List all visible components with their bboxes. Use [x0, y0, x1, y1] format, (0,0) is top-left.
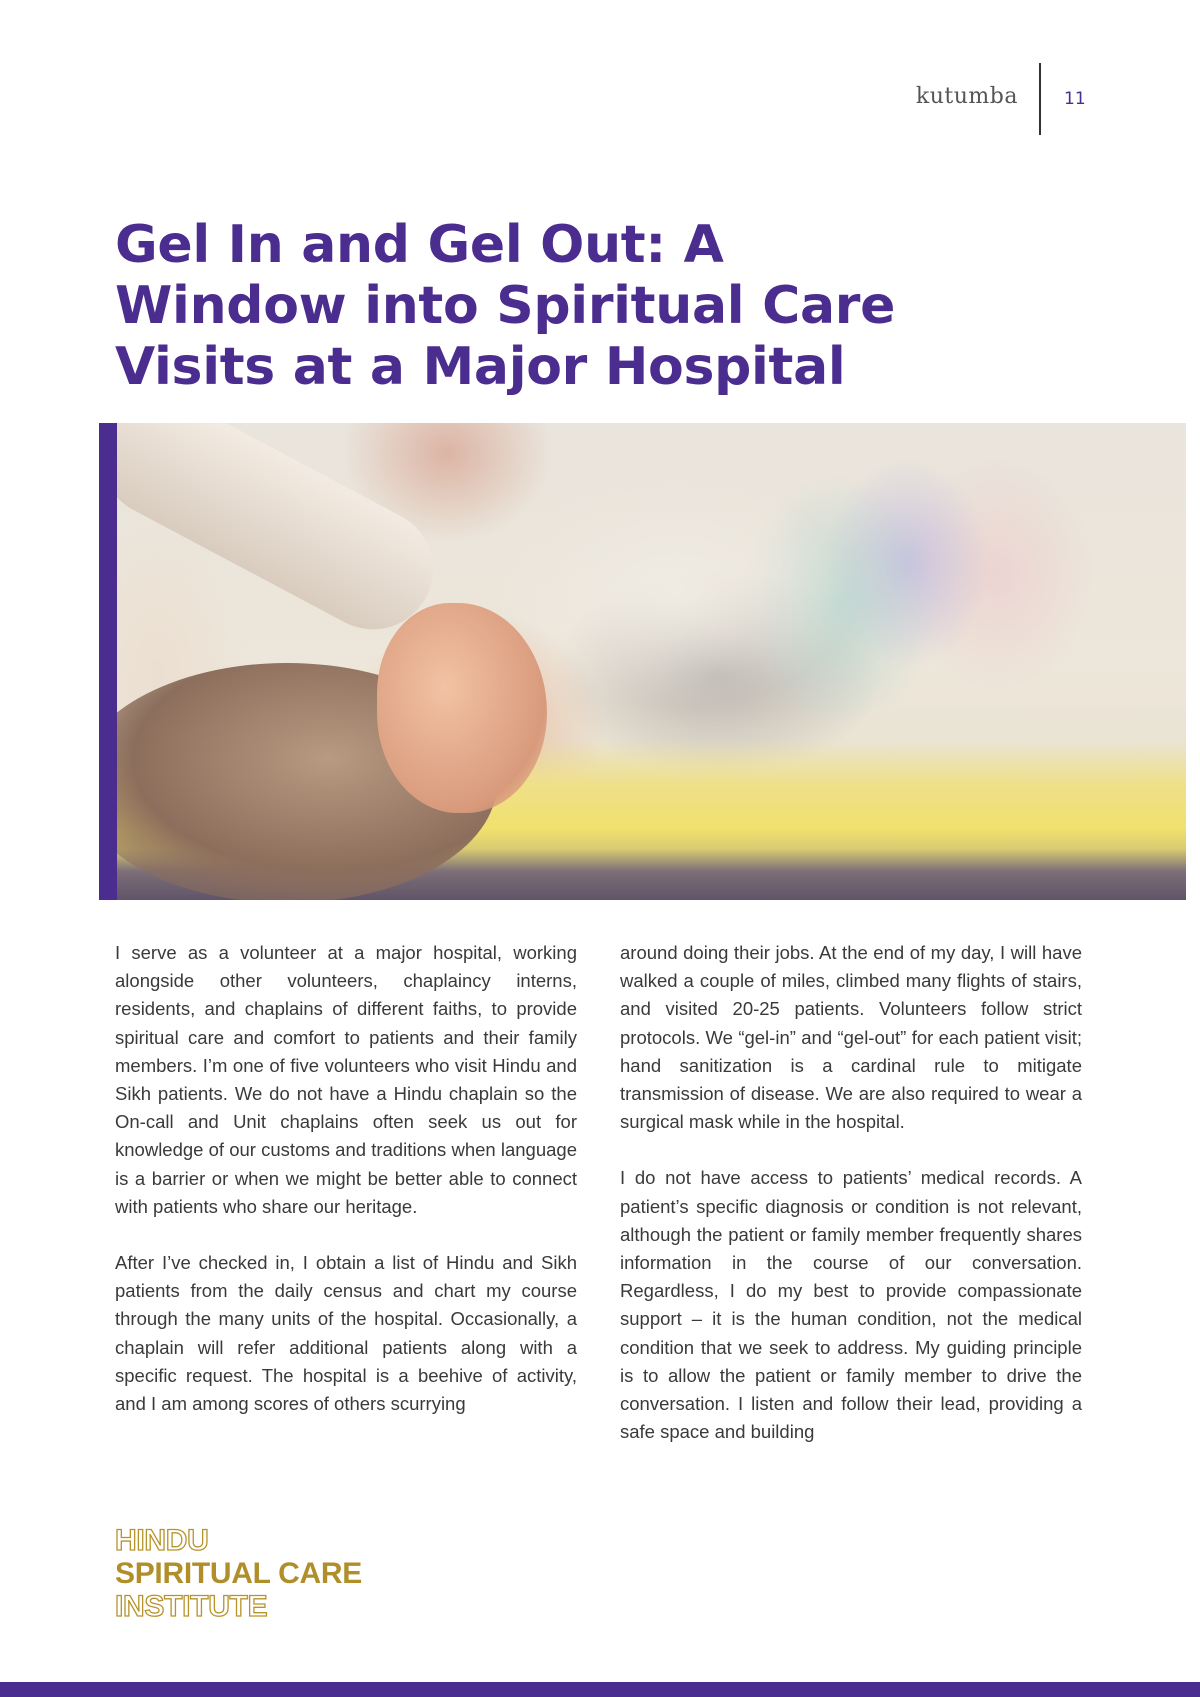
article-title: Gel In and Gel Out: A Window into Spiritual Care Visits at a Major Hospital [115, 215, 896, 397]
hero-photo-mudra-hand [377, 603, 547, 813]
hero-photo-arm [117, 423, 454, 650]
logo-line-spiritual-care: SPIRITUAL CARE [115, 1557, 362, 1590]
body-paragraph: I serve as a volunteer at a major hospital, working alongside other volunteers, chaplaincy interns, residents, and chaplains of different faiths, to provide spiritual care and comfort to patients and their family members. I’m one of five volunteers who visit Hindu and Sikh patients. We do not have a Hindu chaplain so the On-call and Unit chaplains often seek us out for knowledge of our customs and traditions when language is a barrier or when we might be better able to connect with patients who share our heritage. [115, 942, 577, 1217]
body-paragraph: After I’ve checked in, I obtain a list of Hindu and Sikh patients from the daily census and chart my course through the many units of the hospital. Occasionally, a chaplain will refer additional patients along with a specific request. The hospital is a beehive of activity, and I am among scores of others scurrying [115, 1252, 577, 1415]
logo-line-institute: INSTITUTE [115, 1590, 268, 1623]
hero-accent-bar [99, 423, 117, 900]
body-column-left [115, 939, 577, 1446]
body-column-right [620, 939, 1082, 1474]
hindu-spiritual-care-institute-logo [115, 1524, 362, 1623]
body-paragraph: around doing their jobs. At the end of my day, I will have walked a couple of miles, climbed many flights of stairs, and visited 20-25 patients. Volunteers follow strict protocols. We “gel-in” and “gel-out” for each patient visit; hand sanitization is a cardinal rule to mitigate transmission of disease. We are also required to wear a surgical mask while in the hospital. [620, 942, 1082, 1133]
logo-line-hindu: HINDU [115, 1524, 209, 1557]
header-divider [1039, 63, 1041, 135]
footer-accent-bar [0, 1682, 1200, 1697]
body-paragraph: I do not have access to patients’ medical records. A patient’s specific diagnosis or condition is not relevant, although the patient or family member frequently shares information in the course of our conversation. Regardless, I do my best to provide compassionate support – it is the human condition, not the medical condition that we seek to address. My guiding principle is to allow the patient or family member to drive the conversation. I listen and follow their lead, providing a safe space and building [620, 1167, 1082, 1443]
magazine-brand: kutumba [915, 84, 1018, 109]
hero-photo-meditation [117, 423, 1186, 900]
page-number: 11 [1064, 89, 1086, 109]
